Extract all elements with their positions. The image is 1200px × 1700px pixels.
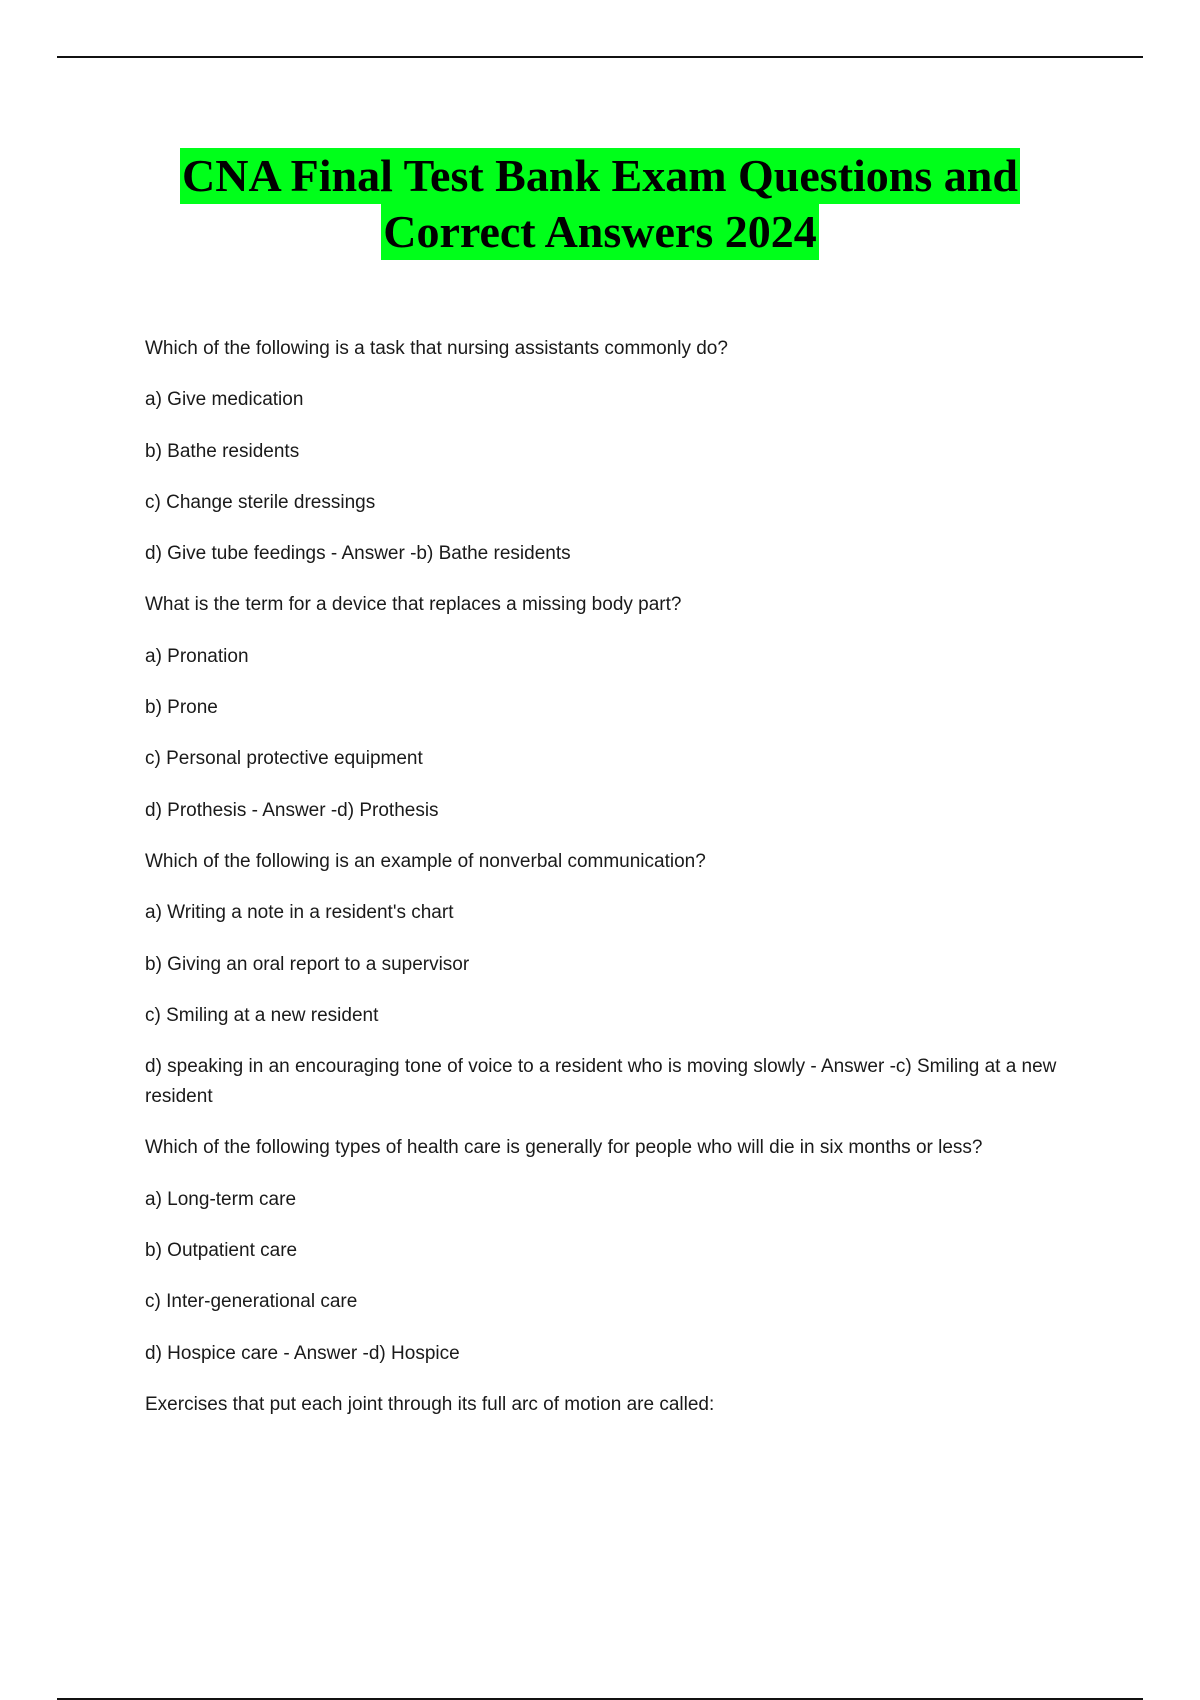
document-title	[100, 148, 1100, 260]
answer-option: b) Bathe residents	[145, 440, 300, 462]
title-line-2: Correct Answers 2024	[381, 204, 819, 260]
question-text: Which of the following is an example of nonverbal communication?	[145, 850, 706, 872]
answer-option: c) Smiling at a new resident	[145, 1004, 379, 1026]
answer-option: b) Giving an oral report to a supervisor	[145, 953, 470, 975]
answer-option-with-answer: d) Hospice care - Answer -d) Hospice	[145, 1342, 460, 1364]
answer-option: a) Pronation	[145, 645, 249, 667]
answer-option: b) Prone	[145, 697, 218, 719]
answer-option: a) Give medication	[145, 389, 304, 411]
question-text: Which of the following types of health care is generally for people who will die in six months or less?	[145, 1137, 983, 1159]
title-line-1: CNA Final Test Bank Exam Questions and	[180, 148, 1020, 204]
question-text: Exercises that put each joint through its full arc of motion are called:	[145, 1393, 715, 1415]
answer-option: a) Writing a note in a resident's chart	[145, 902, 454, 924]
answer-option-with-answer: d) speaking in an encouraging tone of voice to a resident who is moving slowly - Answer -c) Smiling at a new resident	[145, 1056, 1057, 1108]
answer-option-with-answer: d) Give tube feedings - Answer -b) Bathe residents	[145, 543, 571, 565]
question-text: What is the term for a device that replaces a missing body part?	[145, 594, 682, 616]
question-list	[145, 334, 1085, 1441]
answer-option-with-answer: d) Prothesis - Answer -d) Prothesis	[145, 799, 439, 821]
answer-option: c) Change sterile dressings	[145, 491, 376, 513]
answer-option: c) Personal protective equipment	[145, 748, 423, 770]
answer-option: b) Outpatient care	[145, 1240, 298, 1262]
question-text: Which of the following is a task that nursing assistants commonly do?	[145, 338, 728, 359]
answer-option: c) Inter-generational care	[145, 1291, 358, 1313]
top-rule	[57, 56, 1143, 58]
answer-option: a) Long-term care	[145, 1188, 297, 1210]
